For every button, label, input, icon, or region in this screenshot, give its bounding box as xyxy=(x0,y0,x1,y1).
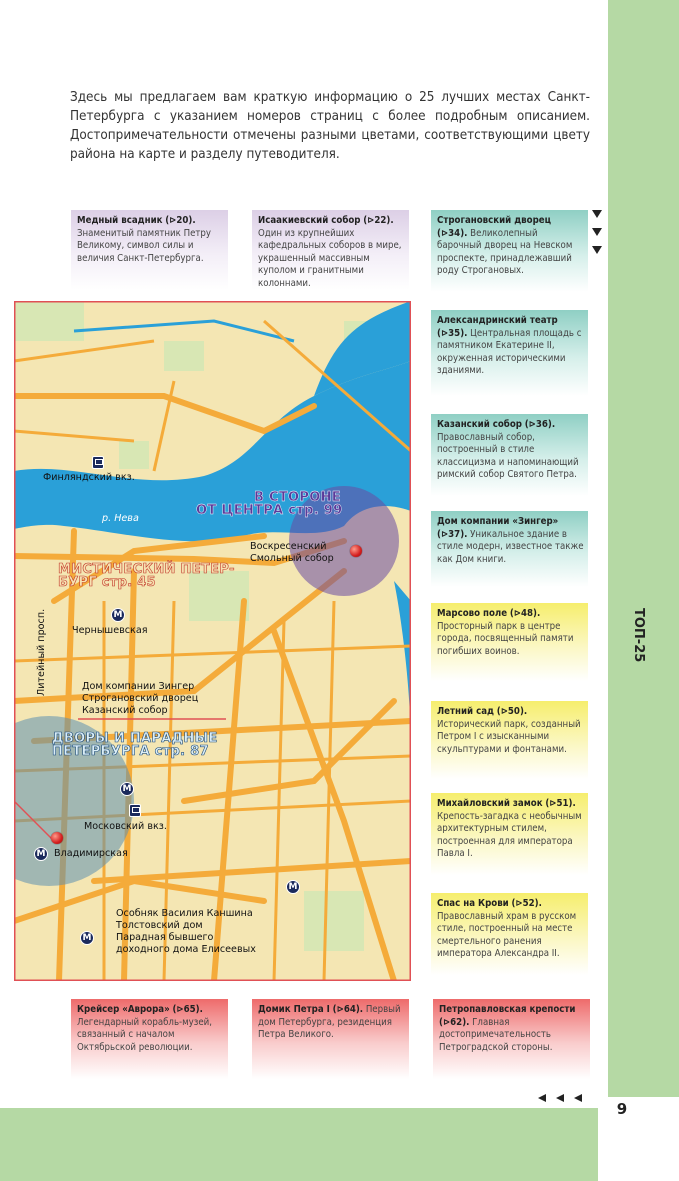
card-title: Александринский театр xyxy=(437,315,558,326)
card-title: Медный всадник xyxy=(77,215,163,226)
card-page-ref: (⊳22). xyxy=(363,215,394,226)
card-text: Главная достопримечательность Петроградской стороны. xyxy=(439,1016,553,1053)
card-page-ref: (⊳35). xyxy=(437,327,468,339)
card-title: Михайловский замок xyxy=(437,798,543,809)
label-osobnyak-2: Толстовский дом xyxy=(116,920,203,931)
card-page-ref: (⊳65). xyxy=(172,1004,203,1015)
card-mednyi-vsadnik[interactable] xyxy=(71,210,228,290)
area-label-mystic-2: БУРГ стр. 45 xyxy=(58,575,156,590)
card-stroganovsky[interactable] xyxy=(431,210,588,292)
label-vladimirskaya: Владимирская xyxy=(54,848,128,859)
label-finlyandsky: Финляндский вкз. xyxy=(43,472,135,483)
metro-icon[interactable]: M xyxy=(34,847,48,861)
arrow-down-icon xyxy=(592,228,602,236)
card-avrora[interactable] xyxy=(71,999,228,1079)
metro-icon[interactable]: M xyxy=(286,880,300,894)
side-strip xyxy=(608,0,679,1097)
card-text: Центральная площадь с памятником Екатерине II, окруженная историческими зданиями. xyxy=(437,327,582,376)
label-voskresensky-2: Смольный собор xyxy=(250,553,334,564)
card-text: Легендарный корабль-музей, связанный с началом Октябрьской революции. xyxy=(77,1016,213,1053)
metro-icon[interactable]: M xyxy=(120,782,134,796)
card-kazansky[interactable] xyxy=(431,414,588,496)
arrow-down-icon xyxy=(592,210,602,218)
card-page-ref: (⊳52). xyxy=(511,898,542,909)
label-osobnyak-4: доходного дома Елисеевых xyxy=(116,944,256,955)
card-page-ref: (⊳50). xyxy=(496,706,528,717)
card-text: Первый дом Петербурга, резиденция Петра Великого. xyxy=(258,1004,401,1040)
card-mikhailovsky[interactable] xyxy=(431,793,588,875)
card-marsovo-pole[interactable] xyxy=(431,603,588,681)
card-petropavlovskaya[interactable] xyxy=(433,999,590,1079)
card-title: Дом компании «Зингер» xyxy=(437,516,559,527)
bottom-band xyxy=(0,1108,598,1181)
section-label: ТОП-25 xyxy=(631,607,646,663)
map-canvas xyxy=(14,301,411,981)
card-spas-na-krovi[interactable] xyxy=(431,893,588,975)
area-label-dvory-1: ДВОРЫ И ПАРАДНЫЕ xyxy=(52,731,218,746)
area-label-center-1: В СТОРОНЕ xyxy=(254,490,341,505)
card-isaakievsky[interactable] xyxy=(252,210,409,290)
label-zinger: Дом компании Зингер xyxy=(82,681,195,692)
arrow-down-icon xyxy=(592,246,602,254)
label-kazansky: Казанский собор xyxy=(82,705,168,716)
card-title: Летний сад xyxy=(437,706,494,717)
card-title: Крейсер «Аврора» xyxy=(77,1004,170,1015)
card-text: Крепость-загадка с необычным архитектурным стилем, построенная для императора Павла I. xyxy=(437,810,582,859)
page-number: 9 xyxy=(616,1100,628,1118)
card-title: Исаакиевский собор xyxy=(258,215,361,226)
intro-text: Здесь мы предлагаем вам краткую информацию о 25 лучших местах Санкт-Петербурга с указанием номеров страниц с более подробным описанием. Достопримечательности отмечены разными цветами, соответствующими цвету района на карте и разделу путеводителя. xyxy=(70,90,590,162)
card-text: Великолепный барочный дворец на Невском проспекте, принадлежавший роду Строгановых. xyxy=(437,227,573,276)
label-moskovsky: Московский вкз. xyxy=(84,821,167,832)
label-chernyshevskaya: Чернышевская xyxy=(72,625,148,636)
arrow-left-icon xyxy=(556,1094,564,1102)
metro-icon[interactable]: M xyxy=(111,608,125,622)
card-page-ref: (⊳20). xyxy=(165,215,196,226)
arrow-left-icon xyxy=(574,1094,582,1102)
card-page-ref: (⊳37). xyxy=(437,528,468,540)
card-zinger[interactable] xyxy=(431,511,588,587)
location-pin-icon[interactable] xyxy=(350,545,362,557)
card-title: Казанский собор xyxy=(437,419,522,430)
area-label-mystic-1: МИСТИЧЕСКИЙ ПЕТЕР- xyxy=(58,562,235,577)
city-map[interactable] xyxy=(14,301,411,981)
card-page-ref: (⊳64). xyxy=(332,1004,364,1015)
label-voskresensky-1: Воскресенский xyxy=(250,541,327,552)
card-text: Один из крупнейших кафедральных соборов в мире, украшенный массивным куполом и гранитными колоннами. xyxy=(258,227,402,289)
card-page-ref: (⊳48). xyxy=(509,608,541,619)
card-page-ref: (⊳62). xyxy=(439,1016,470,1028)
label-osobnyak-3: Парадная бывшего xyxy=(116,932,214,943)
railway-station-icon[interactable] xyxy=(129,804,141,817)
card-title: Строгановский дворец xyxy=(437,215,552,226)
card-aleksandrinsky[interactable] xyxy=(431,310,588,396)
card-text: Исторический парк, созданный Петром I с изысканными скульптурами и фонтанами. xyxy=(437,718,581,755)
card-title: Домик Петра I xyxy=(258,1004,330,1015)
card-title: Спас на Крови xyxy=(437,898,509,909)
card-domik-petra[interactable] xyxy=(252,999,409,1079)
label-osobnyak-1: Особняк Василия Каншина xyxy=(116,908,253,919)
card-text: Уникальное здание в стиле модерн, известное также как Дом книги. xyxy=(437,528,584,565)
location-pin-icon[interactable] xyxy=(51,832,63,844)
label-stroganovsky: Строгановский дворец xyxy=(82,693,199,704)
card-page-ref: (⊳34). xyxy=(437,227,468,239)
card-text: Просторный парк в центре города, посвященный памяти погибших воинов. xyxy=(437,620,574,657)
card-text: Знаменитый памятник Петру Великому, символ силы и величия Санкт-Петербурга. xyxy=(77,227,212,264)
card-page-ref: (⊳51). xyxy=(545,798,576,809)
card-title: Петропавловская крепости xyxy=(439,1004,576,1015)
area-label-center-2: ОТ ЦЕНТРА стр. 99 xyxy=(196,503,343,518)
label-neva: р. Нева xyxy=(102,513,139,524)
label-liteyny: Литейный просп. xyxy=(36,608,47,696)
card-letny-sad[interactable] xyxy=(431,701,588,779)
area-label-dvory-2: ПЕТЕРБУРГА стр. 87 xyxy=(52,744,209,759)
arrow-left-icon xyxy=(538,1094,546,1102)
card-page-ref: (⊳36). xyxy=(524,419,556,430)
metro-icon[interactable]: M xyxy=(80,931,94,945)
card-text: Православный собор, построенный в стиле классицизма и напоминающий римский собор Святого Петра. xyxy=(437,431,579,480)
card-title: Марсово поле xyxy=(437,608,508,619)
railway-station-icon[interactable] xyxy=(92,456,104,469)
card-text: Православный храм в русском стиле, построенный на месте смертельного ранения императора Александра II. xyxy=(437,910,577,959)
